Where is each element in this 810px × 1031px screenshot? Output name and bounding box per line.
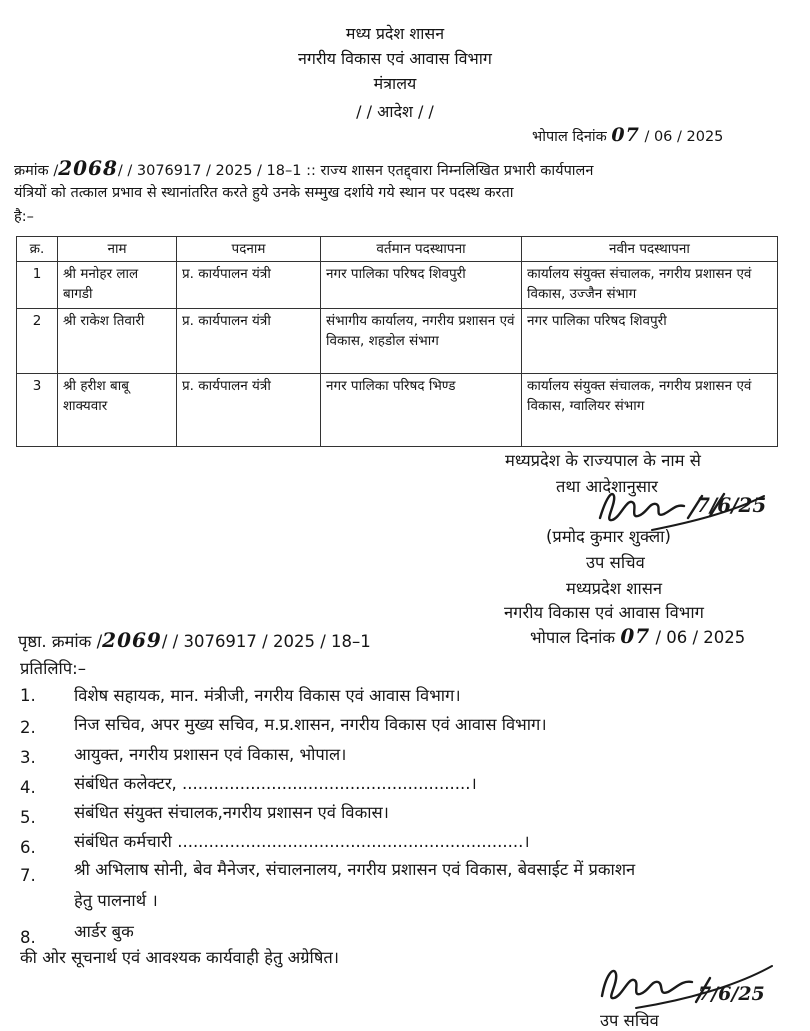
copy-item-text: विशेष सहायक, मान. मंत्रीजी, नगरीय विकास एवं आवास विभाग।	[74, 686, 461, 705]
endorsement-date-rest: / 06 / 2025	[655, 628, 746, 647]
order-number-rest: / 3076917 / 2025 / 18–1 :: राज्य शासन एतद्द्वारा निम्नलिखित प्रभारी कार्यपालन	[127, 163, 594, 179]
endorsement-date	[530, 624, 745, 648]
table-row	[17, 262, 778, 309]
endorsement-number-handwritten: 2069	[102, 628, 162, 652]
signature-2	[596, 956, 776, 1012]
copy-item-text: आर्डर बुक	[74, 922, 134, 941]
copy-item-num: 3.	[20, 748, 36, 767]
cell-designation: प्र. कार्यपालन यंत्री	[177, 262, 321, 309]
authority-line1: मध्यप्रदेश के राज्यपाल के नाम से	[505, 451, 701, 470]
signatory-department: नगरीय विकास एवं आवास विभाग	[504, 603, 704, 622]
signature-1-date: 7/6/25	[696, 493, 767, 517]
col-name: नाम	[58, 237, 177, 262]
copy-item-text: निज सचिव, अपर मुख्य सचिव, म.प्र.शासन, नगरीय विकास एवं आवास विभाग।	[74, 715, 547, 734]
signatory-name: (प्रमोद कुमार शुक्ला)	[546, 527, 671, 546]
signatory-designation: उप सचिव	[586, 553, 645, 572]
copy-item-text: श्री अभिलाष सोनी, बेव मैनेजर, संचालनालय, नगरीय प्रशासन एवं विकास, बेवसाईट में प्रकाशन	[74, 860, 636, 879]
copy-item-text: आयुक्त, नगरीय प्रशासन एवं विकास, भोपाल।	[74, 745, 347, 764]
table-row	[17, 309, 778, 374]
top-date	[532, 124, 723, 146]
copy-item-text: संबंधित संयुक्त संचालक,नगरीय प्रशासन एवं विकास।	[74, 803, 389, 822]
cell-serial: 2	[17, 309, 58, 374]
col-current-posting: वर्तमान पदस्थापना	[321, 237, 522, 262]
endorsement-number-line: पृष्ठा. क्रमांक /2069/ / 3076917 / 2025 / 18–1	[18, 628, 371, 652]
order-text-line3: है:–	[14, 209, 34, 225]
signatory-govt: मध्यप्रदेश शासन	[566, 579, 663, 598]
table-header-row	[17, 237, 778, 262]
footer-designation: उप सचिव	[600, 1011, 659, 1030]
authority-line2: तथा आदेशानुसार	[556, 477, 658, 496]
col-new-posting: नवीन पदस्थापना	[522, 237, 778, 262]
order-text-line2: यंत्रियों को तत्काल प्रभाव से स्थानांतरित करते हुये उनके सम्मुख दर्शाये गये स्थान पर पदस्थ करता	[14, 185, 514, 201]
endorsement-label: पृष्ठा. क्रमांक	[18, 632, 92, 651]
copy-item-text: संबंधित कर्मचारी ..................................................................।	[74, 832, 530, 851]
cell-name: श्री हरीश बाबू शाक्यवार	[58, 374, 177, 447]
cell-serial: 3	[17, 374, 58, 447]
top-date-day: 07	[611, 124, 640, 146]
endorsement-date-prefix: भोपाल दिनांक	[530, 628, 616, 647]
cell-name: श्री मनोहर लाल बागडी	[58, 262, 177, 309]
endorsement-date-day: 07	[620, 624, 651, 648]
cell-designation: प्र. कार्यपालन यंत्री	[177, 309, 321, 374]
col-serial: क्र.	[17, 237, 58, 262]
copy-to-closing: की ओर सूचनार्थ एवं आवश्यक कार्यवाही हेतु अग्रेषित।	[20, 948, 340, 967]
signature-2-date: 7/6/25	[698, 983, 765, 1005]
cell-designation: प्र. कार्यपालन यंत्री	[177, 374, 321, 447]
header-ministry: मंत्रालय	[373, 74, 417, 93]
copy-item-text: संबंधित कलेक्टर, .......................................................।	[74, 774, 477, 793]
cell-current-posting: नगर पालिका परिषद भिण्ड	[321, 374, 522, 447]
copy-item-text-continued: हेतु पालनार्थ ।	[74, 891, 158, 910]
header-order-title: / / आदेश / /	[356, 102, 434, 121]
order-number-handwritten: 2068	[58, 156, 118, 180]
cell-current-posting: नगर पालिका परिषद शिवपुरी	[321, 262, 522, 309]
copy-item-num: 8.	[20, 928, 36, 947]
cell-new-posting: नगर पालिका परिषद शिवपुरी	[522, 309, 778, 374]
endorsement-rest: / 3076917 / 2025 / 18–1	[172, 632, 371, 651]
cell-name: श्री राकेश तिवारी	[58, 309, 177, 374]
transfer-table	[16, 236, 778, 447]
copy-item-num: 6.	[20, 838, 36, 857]
copy-item-num: 4.	[20, 778, 36, 797]
copy-item-num: 7.	[20, 866, 36, 885]
order-number-line: क्रमांक /2068/ / 3076917 / 2025 / 18–1 :: राज्य शासन एतद्द्वारा निम्नलिखित प्रभारी कार्यपालन	[14, 156, 594, 180]
copy-to-title: प्रतिलिपि:–	[20, 659, 86, 678]
copy-item-num: 2.	[20, 718, 36, 737]
header-department: नगरीय विकास एवं आवास विभाग	[298, 49, 492, 68]
header-government: मध्य प्रदेश शासन	[345, 24, 445, 43]
cell-current-posting: संभागीय कार्यालय, नगरीय प्रशासन एवं विकास, शहडोल संभाग	[321, 309, 522, 374]
cell-serial: 1	[17, 262, 58, 309]
col-designation: पदनाम	[177, 237, 321, 262]
top-date-rest: / 06 / 2025	[644, 129, 724, 145]
copy-item-num: 1.	[20, 686, 36, 705]
cell-new-posting: कार्यालय संयुक्त संचालक, नगरीय प्रशासन एवं विकास, उज्जैन संभाग	[522, 262, 778, 309]
table-row	[17, 374, 778, 447]
order-number-label: क्रमांक	[14, 163, 49, 179]
copy-item-num: 5.	[20, 808, 36, 827]
top-date-prefix: भोपाल दिनांक	[532, 129, 607, 145]
cell-new-posting: कार्यालय संयुक्त संचालक, नगरीय प्रशासन एवं विकास, ग्वालियर संभाग	[522, 374, 778, 447]
